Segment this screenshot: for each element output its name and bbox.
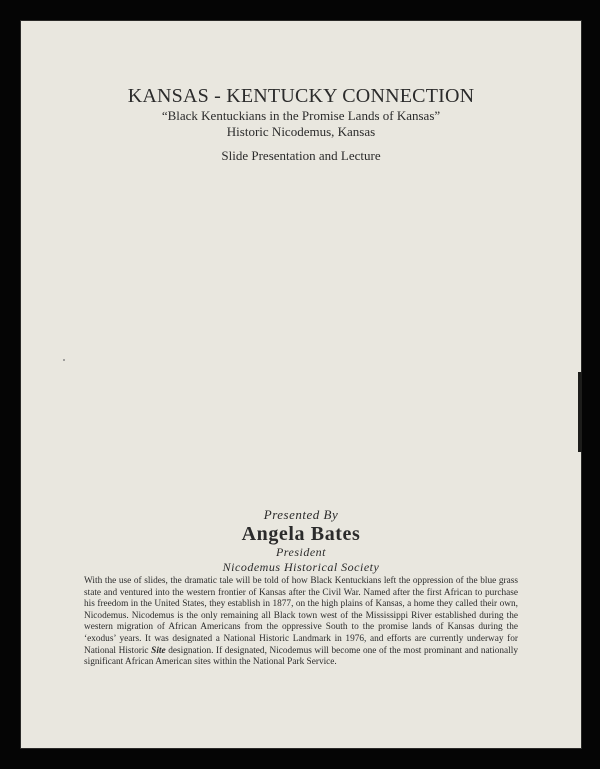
page-title: KANSAS - KENTUCKY CONNECTION — [127, 85, 475, 107]
presentation-type: Slide Presentation and Lecture — [221, 148, 381, 163]
description-part-1: With the use of slides, the dramatic tale will be told of how Black Kentuckians left the oppression of the blue grass state and ventured into the western frontier of Kansas after the Civil War. Named after the first African to purchase his freedom in the United States, they establish in 1877, on the high plains of Kansas, a home they called their own, Nicodemus. Nicodemus is the only remaining all Black town west of the Mississippi River established during the western migration of African Americans from the oppressive South to the promise lands of Kansas during the ‘exodus’ years. It was designated a National Historic Landmark in 1976, and efforts are currently underway for National Historic — [84, 576, 518, 656]
presenter-role: President — [275, 545, 327, 559]
page-edge-shadow — [578, 372, 582, 452]
paper-speck — [63, 359, 65, 361]
description-part-2: designation. If designated, Nicodemus will become one of the most prominant and nationally significant African American sites within the National Park Service. — [84, 645, 518, 668]
document-page — [20, 20, 582, 749]
presenter-name: Angela Bates — [241, 523, 361, 545]
description-emphasis: Site — [151, 645, 166, 656]
presenter-organization: Nicodemus Historical Society — [222, 560, 380, 574]
document-header — [20, 84, 582, 164]
presented-by-label: Presented By — [263, 507, 339, 522]
description-paragraph — [84, 576, 518, 669]
presenter-block — [20, 507, 582, 575]
location-line: Historic Nicodemus, Kansas — [226, 124, 376, 139]
page-subtitle: “Black Kentuckians in the Promise Lands of Kansas” — [161, 108, 441, 123]
